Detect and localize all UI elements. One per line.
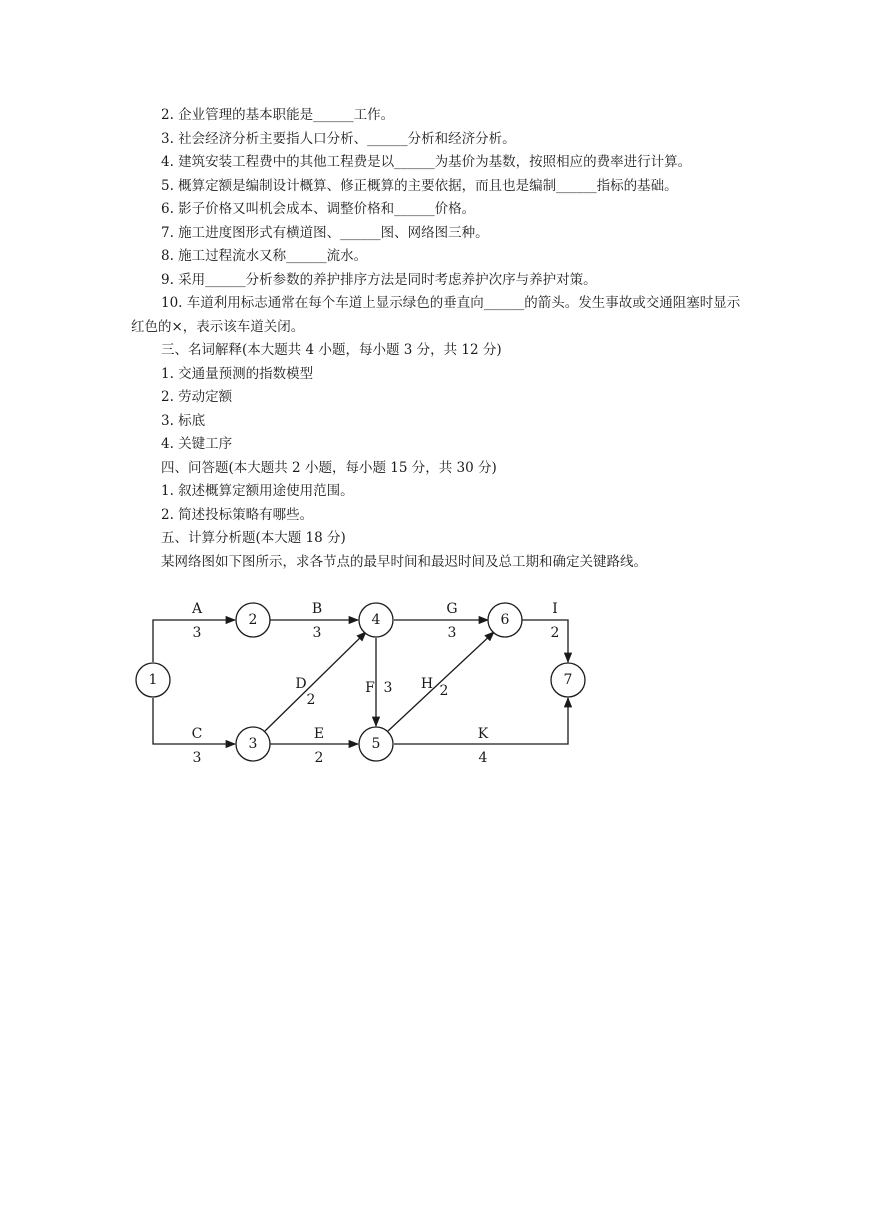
activity-h-duration: 2 — [439, 683, 449, 699]
term-item-2: 2. 劳动定额 — [161, 389, 233, 405]
node-4-label: 4 — [371, 612, 381, 628]
fill-question-9: 9. 采用______分析参数的养护排序方法是同时考虑养护次序与养护对策。 — [161, 271, 597, 288]
activity-a-duration: 3 — [192, 625, 202, 641]
activity-a-name: A — [191, 601, 203, 617]
network-diagram — [131, 592, 591, 772]
activity-b-duration: 3 — [312, 625, 322, 641]
section-3-heading: 三、名词解释(本大题共 4 小题，每小题 3 分，共 12 分) — [161, 342, 502, 358]
question-content — [131, 104, 751, 574]
activity-e-duration: 2 — [314, 750, 324, 766]
activity-d-duration: 2 — [306, 692, 316, 708]
edge-h — [388, 632, 494, 731]
activity-e-name: E — [313, 726, 325, 742]
activity-c-name: C — [191, 726, 203, 742]
node-5-label: 5 — [371, 736, 381, 752]
term-item-3: 3. 标底 — [161, 412, 206, 429]
fill-question-2: 2. 企业管理的基本职能是______工作。 — [161, 107, 395, 123]
activity-f-name: F — [365, 680, 375, 696]
calc-prompt: 某网络图如下图所示，求各节点的最早时间和最迟时间及总工期和确定关键路线。 — [161, 553, 647, 570]
section-4-heading: 四、问答题(本大题共 2 小题，每小题 15 分，共 30 分) — [161, 459, 497, 476]
activity-i-name: I — [552, 601, 558, 617]
fill-question-6: 6. 影子价格又叫机会成本、调整价格和______价格。 — [161, 201, 476, 217]
fill-question-3: 3. 社会经济分析主要指人口分析、______分析和经济分析。 — [161, 130, 516, 147]
activity-g-name: G — [446, 601, 458, 617]
term-item-4: 4. 关键工序 — [161, 436, 233, 452]
edge-i — [522, 620, 568, 662]
activity-g-duration: 3 — [447, 625, 457, 641]
section-5-heading: 五、计算分析题(本大题 18 分) — [161, 530, 346, 546]
activity-k-duration: 4 — [478, 750, 488, 766]
activity-b-name: B — [311, 601, 323, 617]
term-item-1: 1. 交通量预测的指数模型 — [161, 365, 314, 382]
qa-item-2: 2. 简述投标策略有哪些。 — [161, 506, 314, 523]
activity-h-name: H — [420, 676, 434, 692]
node-7-label: 7 — [563, 672, 573, 688]
node-6-label: 6 — [500, 612, 510, 628]
fill-question-8: 8. 施工过程流水又称______流水。 — [161, 248, 368, 264]
activity-i-duration: 2 — [550, 625, 560, 641]
edge-d — [265, 632, 366, 731]
node-2-label: 2 — [248, 612, 258, 628]
activity-k-name: K — [477, 726, 489, 742]
fill-question-4: 4. 建筑安装工程费中的其他工程费是以______为基价为基数，按照相应的费率进行计算。 — [161, 154, 692, 170]
qa-item-1: 1. 叙述概算定额用途使用范围。 — [161, 483, 354, 499]
fill-question-5: 5. 概算定额是编制设计概算、修正概算的主要依据，而且也是编制______指标的基础。 — [161, 177, 678, 194]
activity-c-duration: 3 — [192, 750, 202, 766]
node-3-label: 3 — [248, 736, 258, 752]
fill-question-10: 10. 车道利用标志通常在每个车道上显示绿色的垂直向______的箭头。发生事故或交通阻塞时显示红色的×，表示该车道关闭。 — [131, 295, 741, 335]
fill-question-7: 7. 施工进度图形式有横道图、______图、网络图三种。 — [161, 224, 489, 241]
node-1-label: 1 — [148, 672, 158, 688]
activity-d-name: D — [295, 676, 307, 692]
activity-f-duration: 3 — [383, 680, 393, 696]
